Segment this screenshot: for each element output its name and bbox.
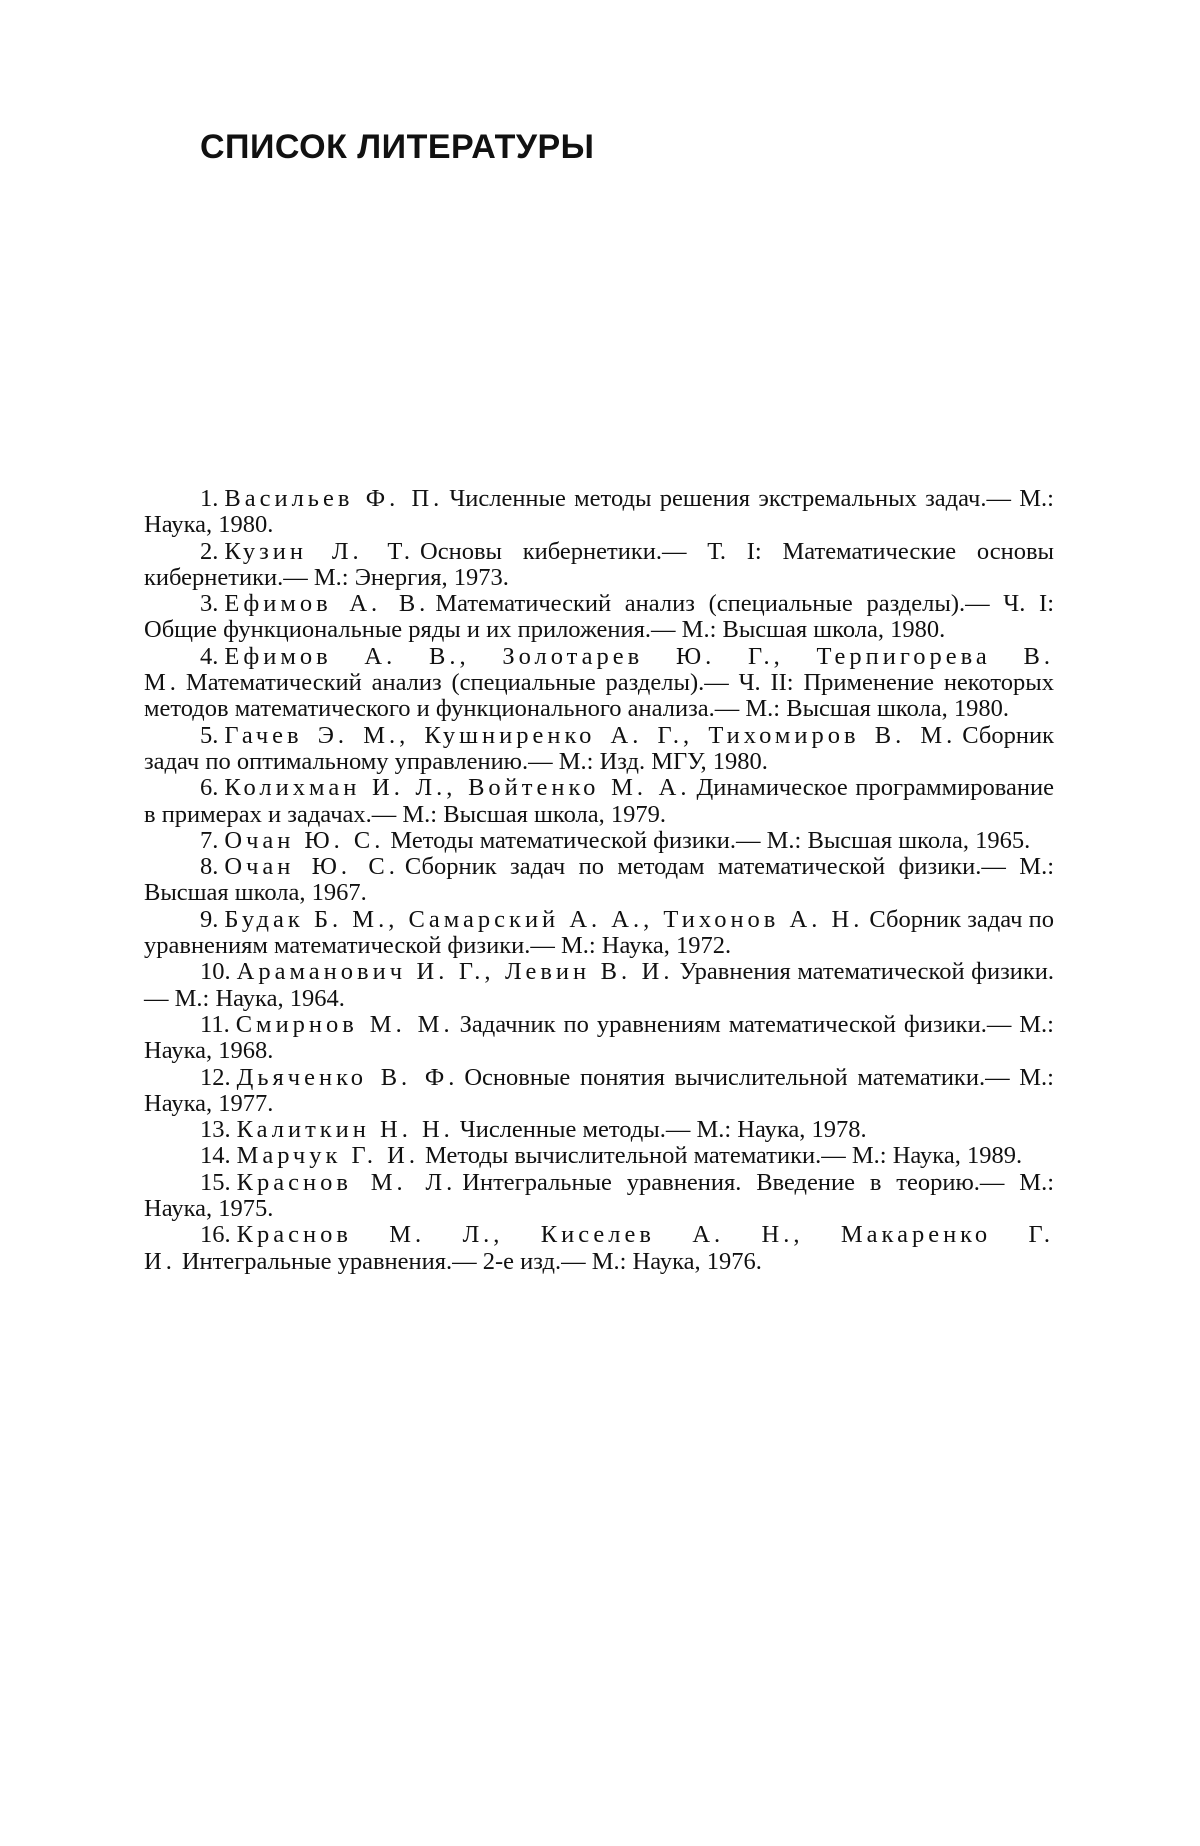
reference-number: 16. [200,1221,231,1249]
reference-text: Основные понятия вычислительной математики.— М.: Наука, 1977. [144,1063,1054,1117]
reference-number: 13. [200,1116,231,1144]
reference-authors: Очан Ю. С. [224,853,399,881]
reference-text: Численные методы.— М.: Наука, 1978. [459,1116,867,1144]
reference-number: 2. [200,537,219,565]
reference-text: Сборник задач по уравнениям математической физики.— М.: Наука, 1972. [144,905,1054,960]
reference-text: Математический анализ (специальные разделы).— Ч. II: Применение некоторых методов математического и функционального анализа.— М.: Высшая школа, 1980. [144,669,1054,723]
reference-number: 3. [200,590,219,618]
reference-authors: Араманович И. Г., Левин В. И. [236,958,674,986]
reference-number: 10. [200,958,231,986]
reference-text: Математический анализ (специальные разделы).— Ч. I: Общие функциональные ряды и их приложения.— М.: Высшая школа, 1980. [144,590,1054,644]
reference-item [144,828,1054,854]
reference-authors: Дьяченко В. Ф. [236,1063,459,1091]
reference-item [144,1222,1054,1275]
reference-item [144,959,1054,1012]
reference-number: 5. [200,721,219,749]
reference-text: Основы кибернетики.— Т. I: Математические основы кибернетики.— М.: Энергия, 1973. [144,537,1055,591]
reference-authors: Калиткин Н. Н. [236,1116,454,1144]
reference-authors: Ефимов А. В. [224,590,430,618]
reference-item [144,854,1054,907]
reference-number: 4. [200,642,219,670]
reference-authors: Васильев Ф. П. [224,485,444,512]
reference-item [144,486,1054,539]
reference-authors: Гачев Э. М., Кушниренко А. Г., Тихомиров В. М. [224,721,957,749]
reference-number: 6. [200,774,219,802]
reference-item [144,1143,1054,1169]
reference-item [144,539,1054,592]
reference-number: 14. [200,1142,231,1170]
reference-number: 12. [200,1063,231,1091]
reference-list [144,486,1054,1275]
reference-text: Численные методы решения экстремальных задач.— М.: Наука, 1980. [144,485,1054,539]
reference-number: 9. [200,905,219,933]
reference-text: Задачник по уравнениям математической физики.— М.: Наука, 1968. [144,1010,1054,1065]
reference-authors: Кузин Л. Т. [224,537,415,565]
reference-number: 11. [200,1010,230,1038]
reference-authors: Колихман И. Л., Войтенко М. А. [224,774,691,802]
reference-item [144,1117,1054,1143]
reference-item [144,591,1054,644]
reference-text: Методы математической физики.— М.: Высшая школа, 1965. [390,826,1031,854]
reference-authors: Краснов М. Л., Киселев А. Н., Макаренко Г. И. [144,1221,1054,1275]
reference-item [144,1170,1054,1223]
reference-text: Сборник задач по оптимальному управлению.— М.: Изд. МГУ, 1980. [144,721,1054,775]
reference-number: 8. [200,853,219,881]
reference-authors: Марчук Г. И. [236,1142,419,1170]
reference-item [144,723,1054,776]
reference-authors: Очан Ю. С. [224,826,385,854]
reference-item [144,775,1054,828]
reference-authors: Ефимов А. В., Золотарев Ю. Г., Терпигорева В. М. [144,642,1054,697]
reference-item [144,907,1054,960]
reference-text: Интегральные уравнения.— 2-е изд.— М.: Наука, 1976. [181,1247,762,1275]
reference-text: Динамическое программирование в примерах и задачах.— М.: Высшая школа, 1979. [144,774,1054,828]
reference-text: Уравнения математической физики.— М.: Наука, 1964. [144,958,1055,1012]
reference-authors: Смирнов М. М. [235,1010,454,1038]
reference-number: 7. [200,826,219,854]
reference-item [144,644,1054,723]
reference-item [144,1065,1054,1118]
reference-number: 15. [200,1168,231,1196]
reference-text: Сборник задач по методам математической физики.— М.: Высшая школа, 1967. [144,853,1055,907]
reference-text: Методы вычислительной математики.— М.: Наука, 1989. [425,1142,1023,1170]
reference-authors: Краснов М. Л. [236,1168,457,1196]
reference-authors: Будак Б. М., Самарский А. А., Тихонов А. Н. [224,905,864,933]
reference-number: 1. [200,485,219,512]
reference-text: Интегральные уравнения. Введение в теорию.— М.: Наука, 1975. [144,1168,1054,1223]
page-title: СПИСОК ЛИТЕРАТУРЫ [200,128,595,166]
reference-item [144,1012,1054,1065]
